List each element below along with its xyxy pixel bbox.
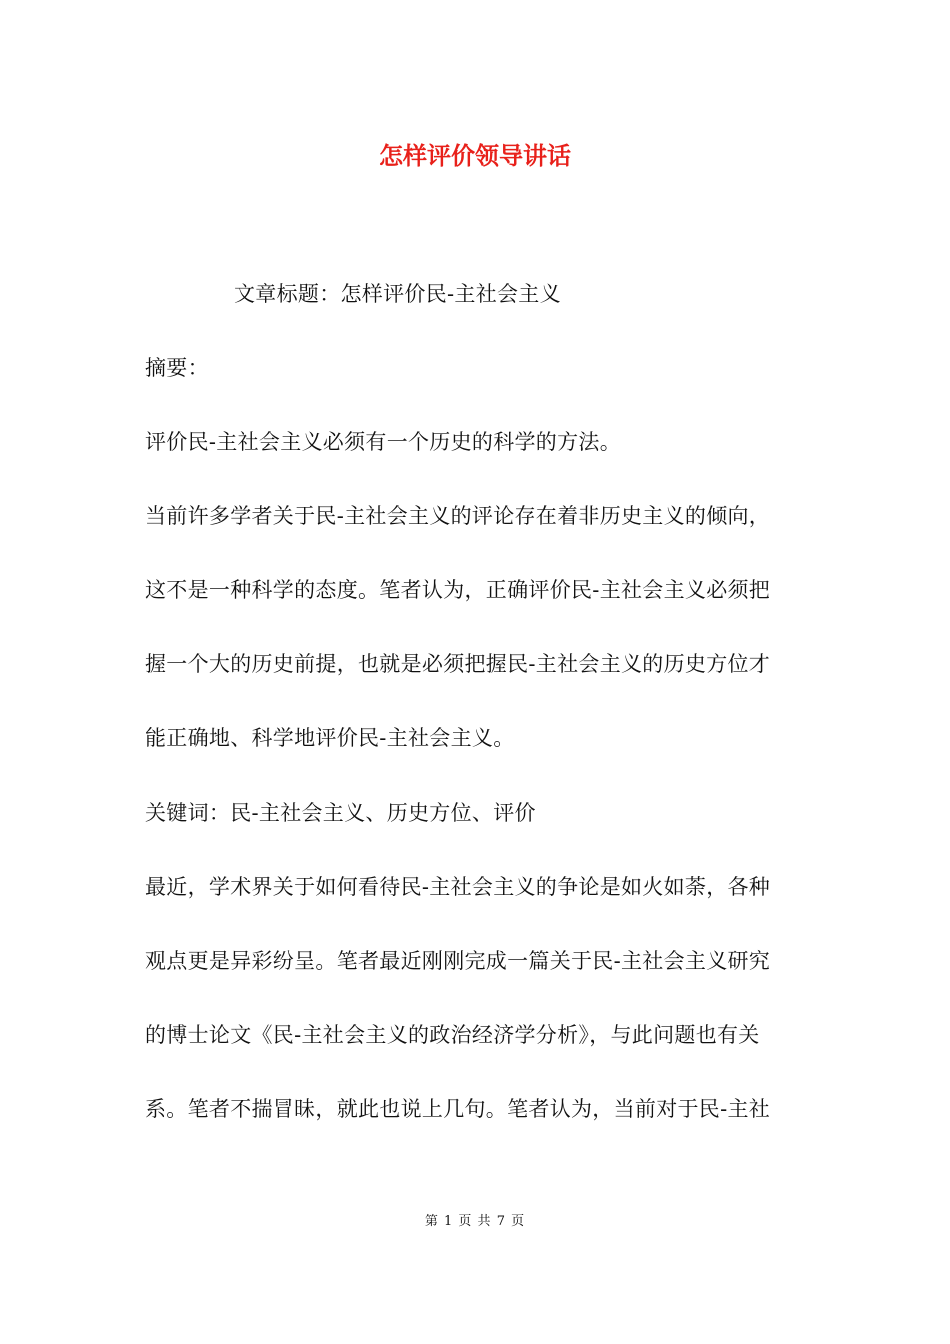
document-title: 怎样评价领导讲话 (379, 141, 571, 170)
paragraph-line: 观点更是异彩纷呈。笔者最近刚刚完成一篇关于民-主社会主义研究 (145, 949, 771, 973)
article-title-line: 文章标题：怎样评价民-主社会主义 (234, 282, 561, 306)
paragraph-line: 当前许多学者关于民-主社会主义的评论存在着非历史主义的倾向， (145, 504, 771, 528)
page-number-footer: 第 1 页 共 7 页 (424, 1214, 526, 1229)
paragraph-line: 系。笔者不揣冒昧，就此也说上几句。笔者认为，当前对于民-主社 (145, 1097, 771, 1121)
abstract-label: 摘要： (145, 356, 209, 380)
keywords-line: 关键词：民-主社会主义、历史方位、评价 (145, 801, 536, 825)
paragraph-line: 评价民-主社会主义必须有一个历史的科学的方法。 (145, 430, 621, 454)
paragraph-line: 能正确地、科学地评价民-主社会主义。 (145, 726, 515, 750)
paragraph-line: 的博士论文《民-主社会主义的政治经济学分析》，与此问题也有关 (145, 1023, 760, 1047)
paragraph-line: 这不是一种科学的态度。笔者认为，正确评价民-主社会主义必须把 (145, 578, 771, 602)
paragraph-line: 握一个大的历史前提，也就是必须把握民-主社会主义的历史方位才 (145, 652, 771, 676)
paragraph-line: 最近，学术界关于如何看待民-主社会主义的争论是如火如荼，各种 (145, 875, 771, 899)
